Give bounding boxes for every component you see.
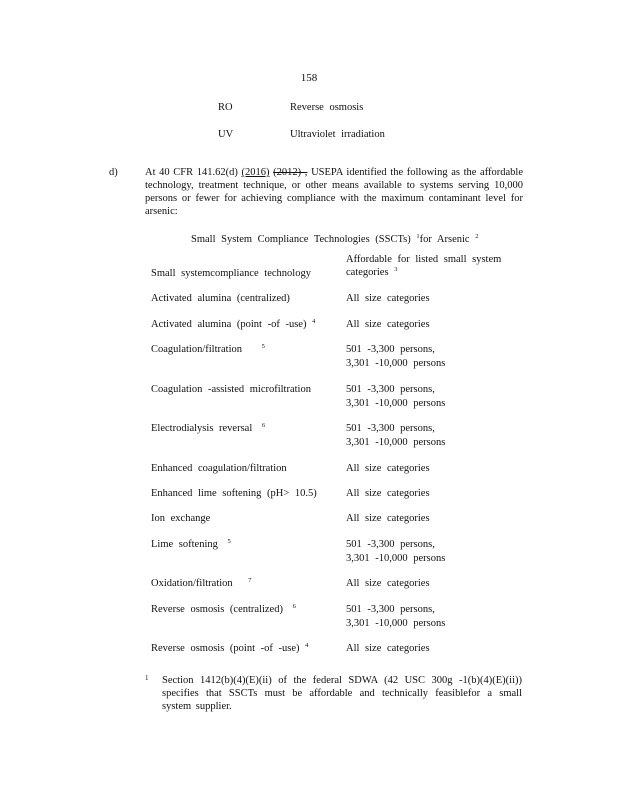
category-cell: 3,301 -10,000 persons: [346, 618, 446, 629]
technology-name: Enhanced lime softening (pH> 10.5): [151, 488, 317, 499]
category-cell: 501 -3,300 persons,: [346, 604, 435, 615]
footnote-ref: 5: [261, 343, 265, 350]
technology-name: Reverse osmosis (point -of -use): [151, 643, 300, 654]
table-caption-for: for Arsenic: [419, 234, 470, 245]
footnote-text: Section 1412(b)(4)(E)(ii) of the federal SDWA (42 USC 300g -1(b)(4)(E)(ii)) specifies that SSCTs must be affordable and technically feasiblefor a small system supplier.: [162, 675, 522, 712]
category-cell: 3,301 -10,000 persons: [346, 553, 446, 564]
footnote-ref: 4: [312, 318, 316, 325]
table-row: [151, 292, 290, 305]
table-row: [151, 642, 308, 655]
category-cell: 501 -3,300 persons,: [346, 423, 435, 434]
footnote-ref: 6: [292, 603, 296, 610]
table-row: [151, 512, 210, 525]
table-row: [151, 422, 265, 435]
category-cell: 3,301 -10,000 persons: [346, 398, 446, 409]
column-header-categories: [346, 253, 521, 279]
category-cell: All size categories: [346, 488, 430, 499]
paragraph-struck-ref: (2012) ,: [273, 167, 308, 178]
category-cell: 3,301 -10,000 persons: [346, 437, 446, 448]
paragraph-letter: d): [109, 167, 118, 178]
column-header-categories-sup: 3: [394, 266, 398, 273]
paragraph-lead: At 40 CFR 141.62(d): [145, 167, 238, 178]
abbrev-meaning-ro: Reverse osmosis: [290, 102, 364, 113]
category-cell: 501 -3,300 persons,: [346, 384, 435, 395]
category-cell: All size categories: [346, 319, 430, 330]
technology-name: Enhanced coagulation/filtration: [151, 463, 287, 474]
table-row: [151, 318, 315, 331]
paragraph-d: [145, 166, 523, 218]
table-caption-sup2: 2: [475, 233, 479, 240]
category-cell: All size categories: [346, 513, 430, 524]
technology-name: Oxidation/filtration: [151, 578, 233, 589]
technology-name: Ion exchange: [151, 513, 211, 524]
column-header-technology: Small systemcompliance technology: [151, 268, 311, 279]
category-cell: 3,301 -10,000 persons: [346, 358, 446, 369]
category-cell: All size categories: [346, 463, 430, 474]
technology-name: Coagulation/filtration: [151, 344, 242, 355]
category-cell: All size categories: [346, 293, 430, 304]
category-cell: All size categories: [346, 643, 430, 654]
table-caption-title: Small System Compliance Technologies (SSCTs): [191, 234, 411, 245]
table-row: [151, 462, 287, 475]
category-cell: 501 -3,300 persons,: [346, 539, 435, 550]
table-row: [151, 577, 252, 590]
footnote-ref: 4: [305, 642, 309, 649]
table-row: [151, 487, 317, 500]
technology-name: Activated alumina (centralized): [151, 293, 290, 304]
footnote-ref: 5: [227, 538, 231, 545]
table-row: [151, 383, 311, 396]
table-row: [151, 343, 265, 356]
technology-name: Reverse osmosis (centralized): [151, 604, 283, 615]
table-row: [151, 603, 296, 616]
technology-name: Coagulation -assisted microfiltration: [151, 384, 311, 395]
technology-name: Activated alumina (point -of -use): [151, 319, 307, 330]
technology-name: Electrodialysis reversal: [151, 423, 253, 434]
abbrev-meaning-uv: Ultraviolet irradiation: [290, 129, 385, 140]
table-caption-sup1: 1: [416, 233, 420, 240]
paragraph-body: USEPA identified the following as the affordable technology, treatment technique, or other means available to systems serving 10,000 persons or fewer for achieving compliance with the maximum contaminant level for arsenic:: [145, 167, 524, 217]
paragraph-new-ref: (2016): [241, 167, 270, 178]
table-caption: [191, 233, 478, 246]
category-cell: All size categories: [346, 578, 430, 589]
technology-name: Lime softening: [151, 539, 218, 550]
footnote-ref: 7: [248, 577, 252, 584]
abbrev-term-ro: RO: [218, 102, 233, 113]
abbrev-term-uv: UV: [218, 129, 234, 140]
table-row: [151, 538, 231, 551]
page-number: 158: [300, 72, 318, 84]
column-header-categories-text: Affordable for listed small system categories: [346, 254, 502, 278]
category-cell: 501 -3,300 persons,: [346, 344, 435, 355]
footnote-ref: 6: [261, 422, 266, 429]
